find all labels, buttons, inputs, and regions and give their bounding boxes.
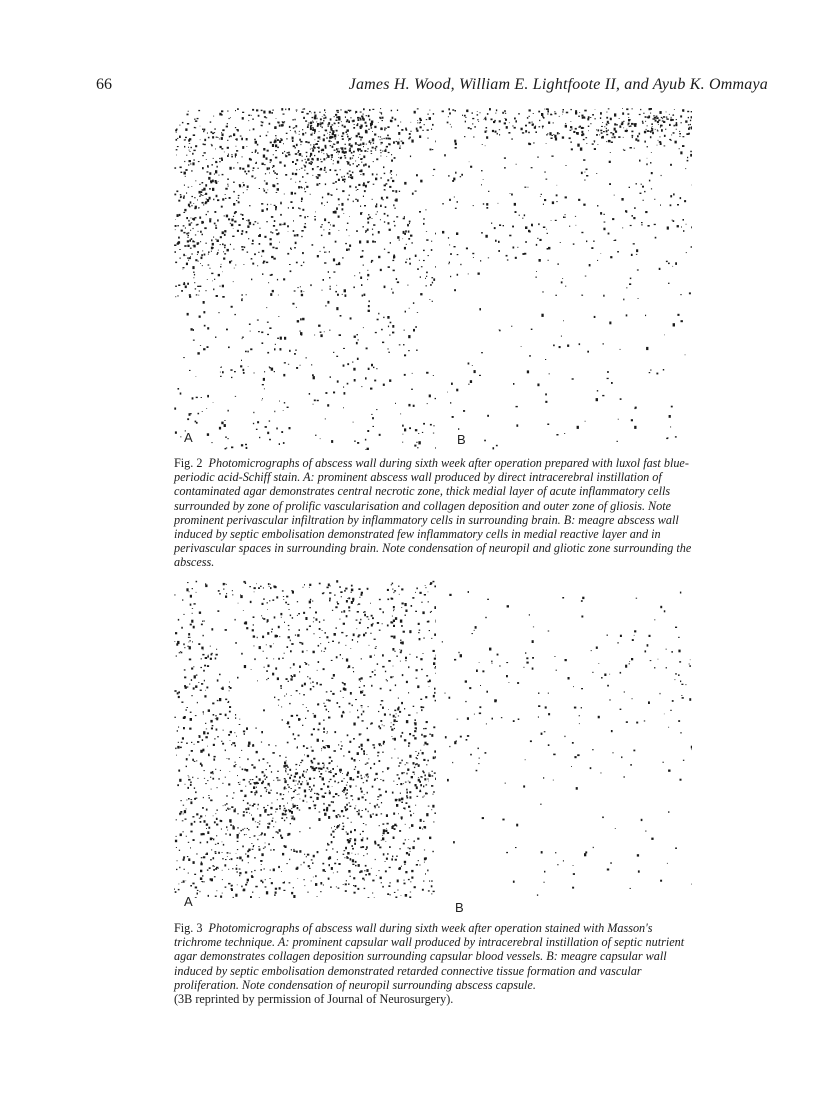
micrograph-3a-image [174,580,436,898]
micrograph-2b-image [440,108,692,450]
figure-2-panel-a-label: A [184,430,193,445]
figure-2-caption [174,456,694,570]
figure-3-panel-b [440,580,692,898]
figure-2-panel-b-label: B [457,432,466,447]
figure-3-panel-a [174,580,436,898]
figure-3-caption-text: Photomicrographs of abscess wall during sixth week after operation stained with Masson's trichrome technique. A: prominent capsular wall produced by intracerebral instillation of septic nutrient agar demonstrates collagen deposition surrounding capsular blood vessels. B: meagre capsular wall induced by septic embolisation demonstrated retarded connective tissue formation and vascular proliferation. Note condensation of neuropil surrounding abscess capsule. [174,921,685,992]
page-number: 66 [96,76,112,93]
figure-3-reprint-note: (3B reprinted by permission of Journal of Neurosurgery). [174,992,454,1007]
figure-3-caption-label: Fig. 3 [174,921,203,935]
figure-2-panel-b [440,108,692,450]
figure-2-caption-text: Photomicrographs of abscess wall during sixth week after operation prepared with luxol fast blue-periodic acid-Schiff stain. A: prominent abscess wall produced by direct intracerebral instillation of contaminated agar demonstrates central necrotic zone, thick medial layer of acute inflammatory cells surrounded by zone of prolific vascularisation and collagen deposition and outer zone of gliosis. Note prominent perivascular infiltration by inflammatory cells in surrounding brain. B: meagre abscess wall induced by septic embolisation demonstrated few inflammatory cells in medial reactive layer and in perivascular spaces in surrounding brain. Note condensation of neuropil and gliotic zone surrounding the abscess. [174,456,692,570]
running-head-authors: James H. Wood, William E. Lightfoote II, and Ayub K. Ommaya [348,76,768,93]
figure-3-panel-b-label: B [455,900,464,915]
figure-2-caption-label: Fig. 2 [174,456,203,470]
figure-3-panel-a-label: A [184,894,193,909]
running-header [96,76,768,96]
micrograph-2a-image [174,108,436,450]
micrograph-3b-image [440,580,692,898]
figure-3-caption [174,921,694,1006]
figure-2-panel-a [174,108,436,450]
